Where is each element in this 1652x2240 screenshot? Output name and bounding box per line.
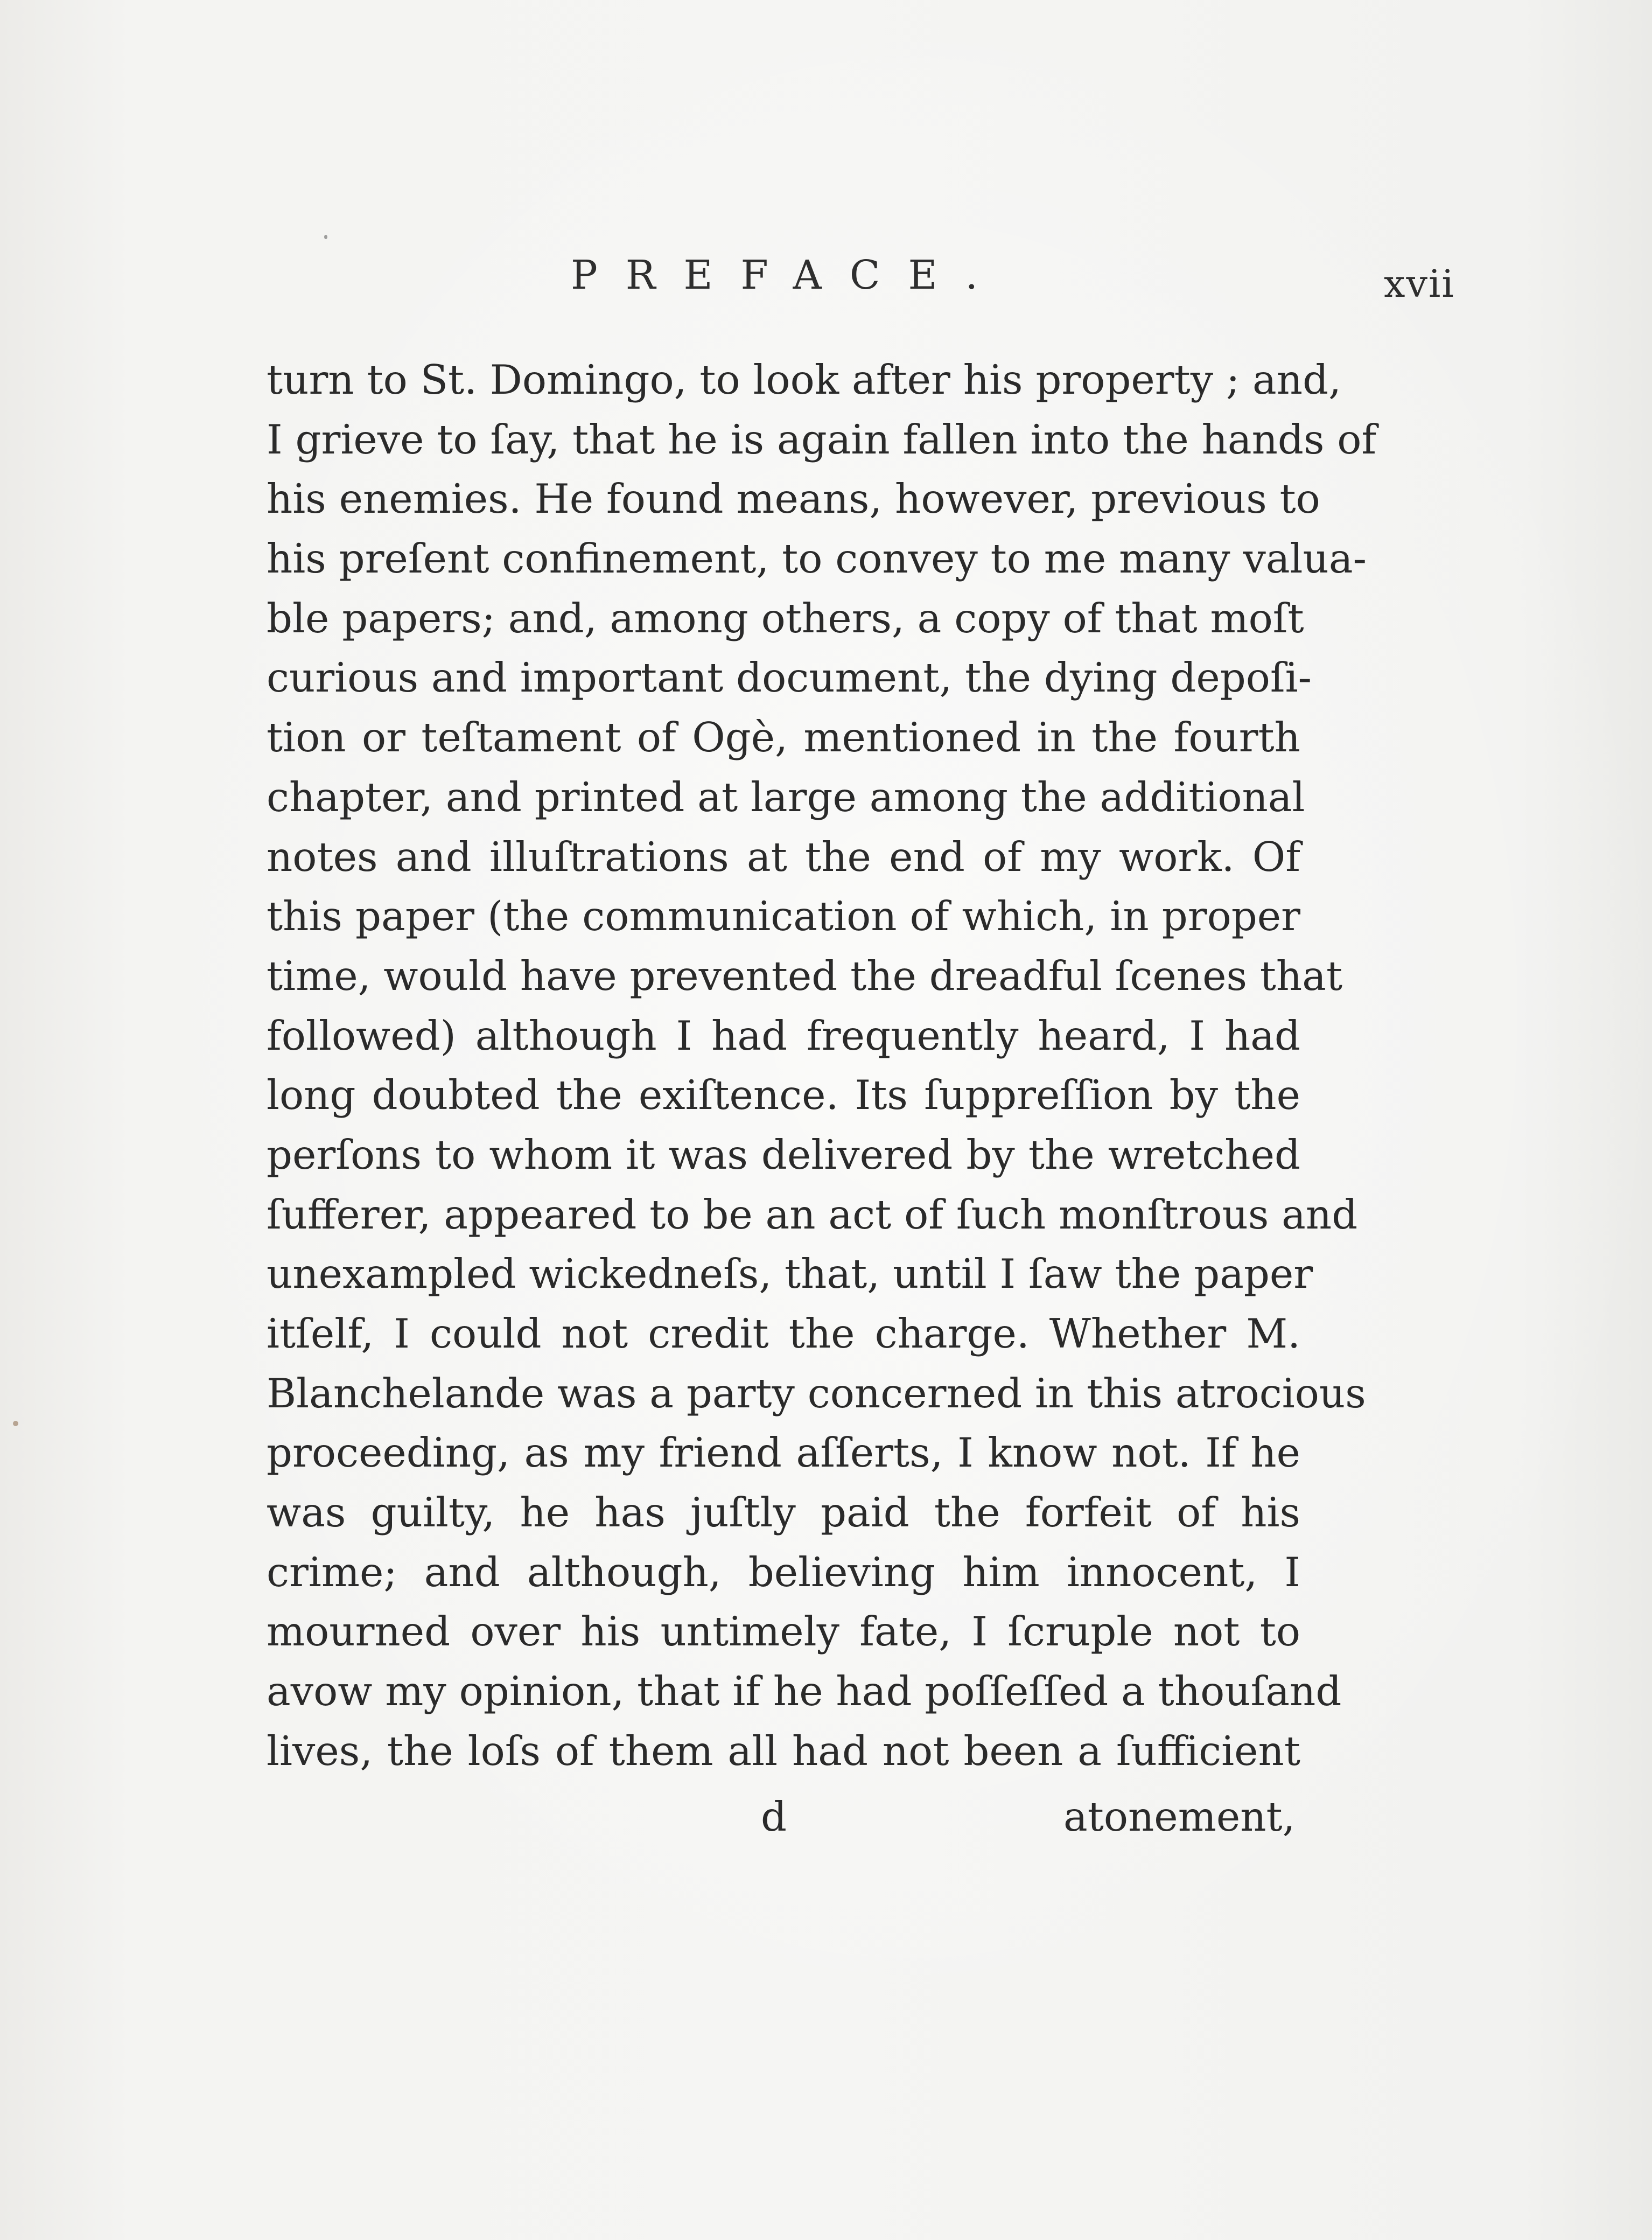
- body-text: [267, 350, 1377, 1781]
- text-line: turn to St. Domingo, to look after his property ; and,: [267, 356, 1341, 403]
- text-line: unexampled wickedneſs, that, until I ſaw the paper: [267, 1250, 1313, 1298]
- text-line: itſelf, I could not credit the charge. Whether M.: [267, 1310, 1300, 1357]
- page-header: [0, 252, 1652, 317]
- text-line: lives, the loſs of them all had not been a ſufficient: [267, 1727, 1300, 1775]
- text-line: crime; and although, believing him innocent, I: [267, 1548, 1300, 1596]
- text-line: I grieve to ſay, that he is again fallen into the hands of: [267, 415, 1377, 463]
- text-line: perſons to whom it was delivered by the wretched: [267, 1131, 1300, 1178]
- catchword: atonement,: [1063, 1793, 1296, 1840]
- text-line: tion or teſtament of Ogè, mentioned in the fourth: [267, 714, 1300, 762]
- text-line: curious and important document, the dying depoſi-: [267, 654, 1312, 702]
- text-line: chapter, and printed at large among the additional: [267, 773, 1305, 821]
- text-line: his enemies. He found means, however, previous to: [267, 475, 1320, 523]
- paper-speck: [13, 1421, 18, 1426]
- text-line: time, would have prevented the dreadful ſcenes that: [267, 952, 1343, 1000]
- text-line: his preſent confinement, to convey to me many valua-: [267, 535, 1367, 583]
- page-footer: [0, 1787, 1652, 1852]
- page-number: xvii: [1384, 262, 1455, 306]
- signature-mark: d: [761, 1793, 787, 1840]
- paper-speck: [324, 235, 327, 239]
- text-line: ble papers; and, among others, a copy of that moſt: [267, 594, 1304, 642]
- text-line: notes and illuſtrations at the end of my work. Of: [267, 833, 1300, 881]
- text-line: Blanchelande was a party concerned in this atrocious: [267, 1369, 1366, 1417]
- text-line: long doubted the exiſtence. Its ſuppreſſion by the: [267, 1071, 1300, 1119]
- text-line: followed) although I had frequently heard, I had: [267, 1011, 1300, 1059]
- text-line: was guilty, he has juſtly paid the forfeit of his: [267, 1489, 1300, 1537]
- text-line: ſufferer, appeared to be an act of ſuch monſtrous and: [267, 1190, 1358, 1238]
- running-title: PREFACE.: [571, 252, 1006, 298]
- text-line: avow my opinion, that if he had poſſeſſed a thouſand: [267, 1667, 1342, 1715]
- text-line: proceeding, as my friend aſſerts, I know not. If he: [267, 1429, 1300, 1477]
- text-line: mourned over his untimely fate, I ſcruple not to: [267, 1608, 1300, 1656]
- text-line: this paper (the communication of which, in proper: [267, 892, 1300, 940]
